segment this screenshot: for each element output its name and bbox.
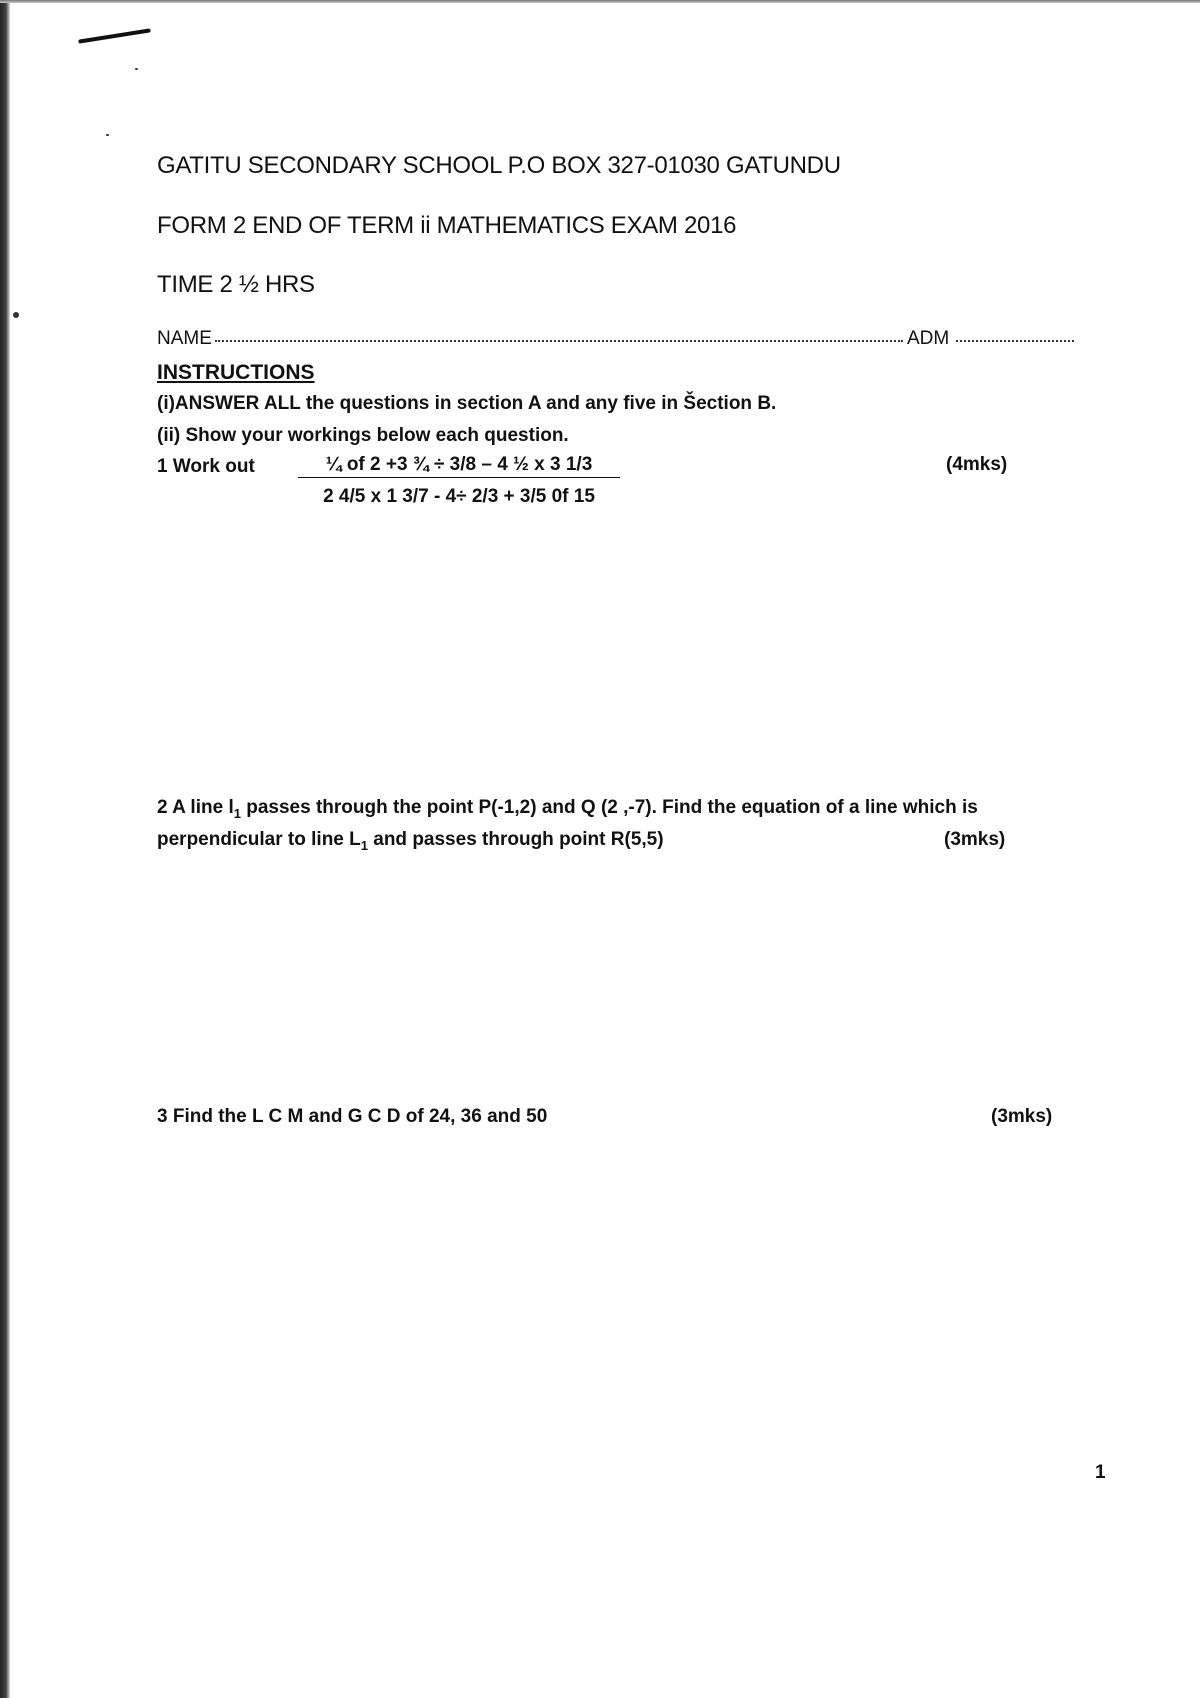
scan-edge-left [0, 0, 10, 1698]
pen-mark [78, 28, 151, 43]
adm-label: ADM [907, 328, 950, 349]
question-2-text: and passes through point R(5,5) [367, 829, 664, 850]
subscript: 1 [360, 837, 368, 853]
instruction-item: (i)ANSWER ALL the questions in section A and any five in Šection B. [157, 393, 777, 414]
question-3-marks: (3mks) [991, 1106, 1053, 1127]
question-3-text: 3 Find the L C M and G C D of 24, 36 and 50 [157, 1106, 548, 1127]
question-2-text: passes through the point P(-1,2) and Q (2 ,-7). Find the equation of a line which is [240, 797, 978, 818]
scan-speck [106, 134, 109, 136]
question-1-marks: (4mks) [946, 454, 1008, 475]
subscript: 1 [233, 805, 241, 821]
name-field[interactable] [215, 337, 903, 342]
question-2-marks: (3mks) [944, 829, 1006, 850]
question-1-denominator: 2 4/5 x 1 3/7 - 4÷ 2/3 + 3/5 0f 15 [323, 486, 595, 507]
instruction-item: (ii) Show your workings below each question. [157, 425, 569, 446]
question-1-numerator: ¼ of 2 +3 ¾ ÷ 3/8 – 4 ½ x 3 1/3 [298, 454, 620, 478]
scan-speck [135, 68, 138, 70]
question-2-line-2 [157, 829, 664, 853]
school-title: GATITU SECONDARY SCHOOL P.O BOX 327-01030 GATUNDU [157, 152, 841, 179]
scan-speck [13, 312, 19, 318]
exam-title: FORM 2 END OF TERM ii MATHEMATICS EXAM 2016 [157, 212, 737, 239]
question-2-text: 2 A line l [157, 797, 234, 818]
question-2-text: perpendicular to line L [157, 829, 361, 850]
name-label: NAME [157, 328, 212, 349]
exam-duration: TIME 2 ½ HRS [157, 271, 315, 298]
question-2-line-1 [157, 797, 978, 821]
adm-field[interactable] [956, 337, 1074, 342]
scan-edge-top [0, 0, 1200, 3]
page-number: 1 [1095, 1462, 1106, 1483]
instructions-heading: INSTRUCTIONS [157, 361, 315, 384]
question-1-label: 1 Work out [157, 456, 255, 477]
